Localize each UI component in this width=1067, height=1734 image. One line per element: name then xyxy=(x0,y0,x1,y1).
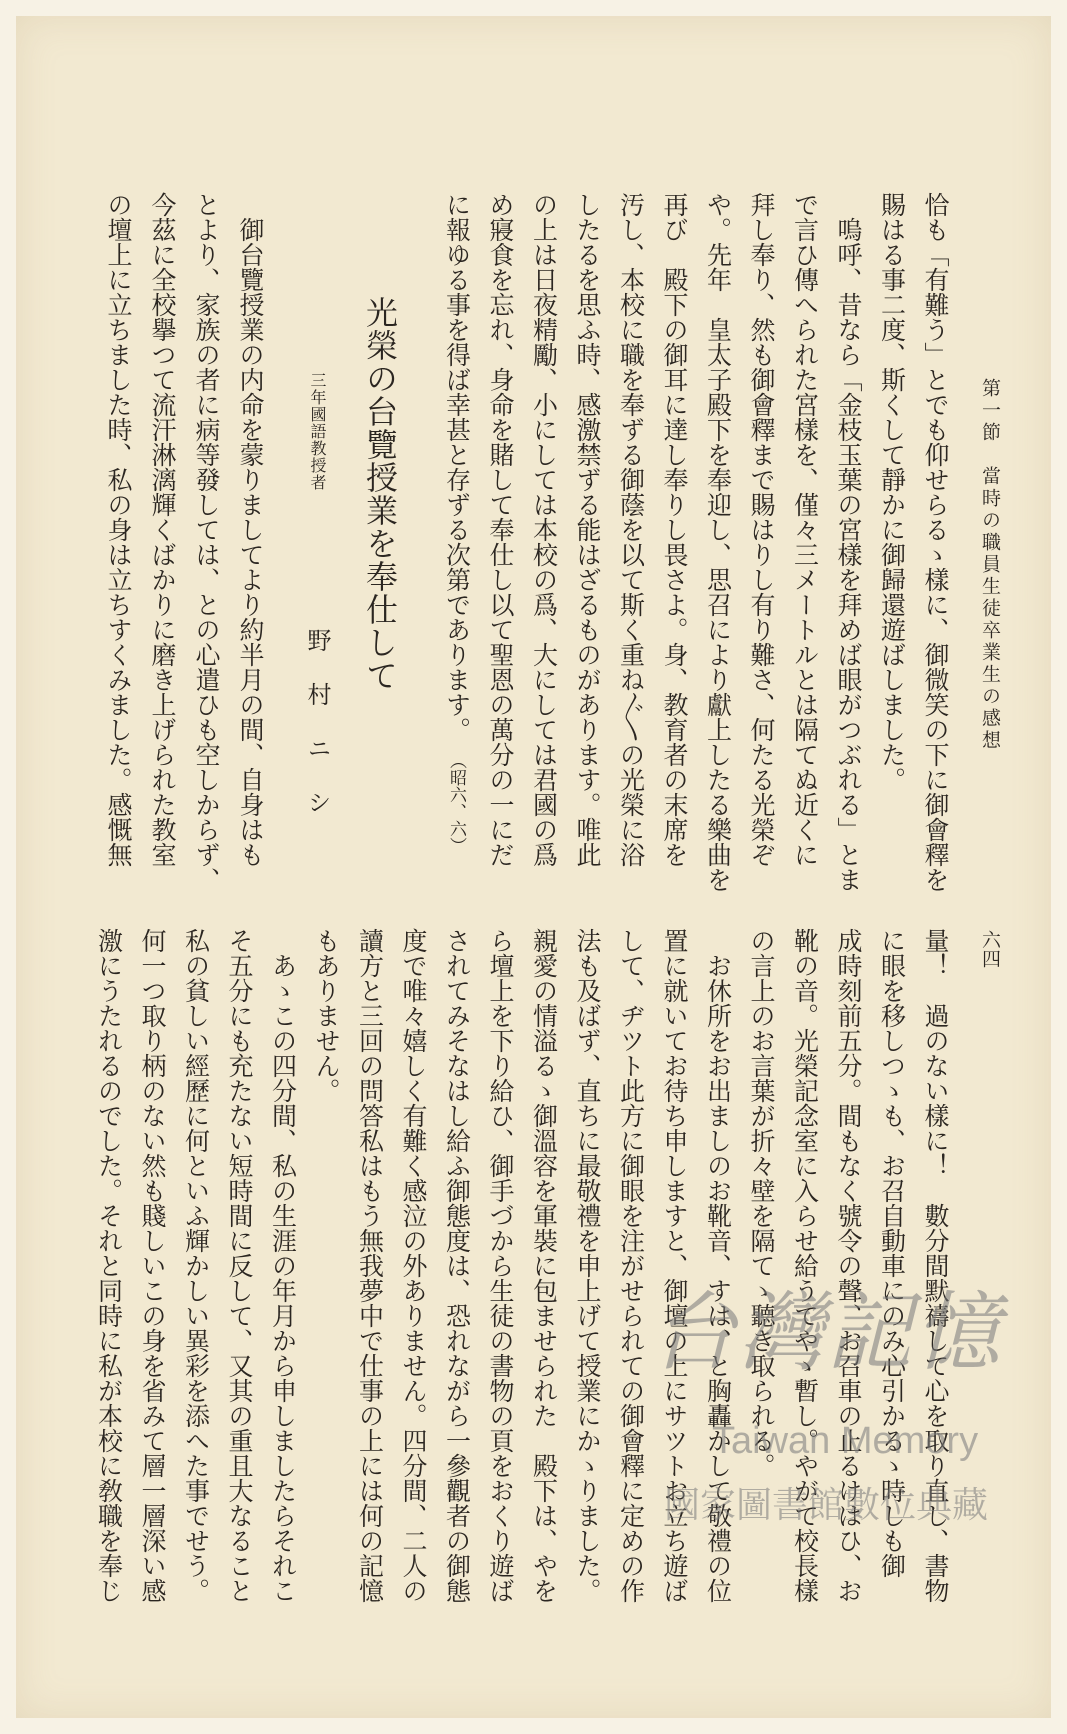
essay-column: 激にうたれるのでした。それと同時に私が本校に敎職を奉じ xyxy=(94,928,124,1603)
essay-title: 光榮の台覽授業を奉仕して xyxy=(361,296,399,692)
author-position: 三年國語教授者 xyxy=(308,372,327,491)
essay-column: 御台覽授業の内命を蒙りましてより約半月の間、自身はも xyxy=(236,192,265,867)
essay-column: の壇上に立ちました時、私の身は立ちすくみました。感慨無 xyxy=(104,192,133,867)
essay-column: 置に就いてお待ち申しますと、御壇の上にサツトお立ち遊ば xyxy=(660,928,689,1603)
previous-essay-column: 恰も「有難う」とでも仰せらるゝ樣に、御微笑の下に御會釋を xyxy=(921,192,950,892)
essay-column: お休所をお出ましのお靴音、すは、と胸轟かして敬禮の位 xyxy=(703,928,733,1603)
watermark-english: Taiwan Memory xyxy=(712,1420,979,1462)
previous-essay-column: したるを思ふ時、感激禁ずる能はざるものがあります。唯此 xyxy=(573,192,602,867)
essay-column: の言上のお言葉が折々壁を隔てゝ聽き取られる。 xyxy=(747,928,776,1478)
essay-column: 成時刻前五分。間もなく號令の聲、お召車の止るけはひ、お xyxy=(834,928,863,1603)
essay-column: とより、家族の者に病等發しては、との心遣ひも空しからず、 xyxy=(192,192,221,892)
previous-essay-column: 拜し奉り、然も御會釋まで賜はりし有り難さ、何たる光榮ぞ xyxy=(747,192,776,867)
previous-essay-column: に報ゆる事を得ば幸甚と存ずる次第であります。 xyxy=(442,192,472,742)
previous-essay-column: 嗚呼、昔なら「金枝玉葉の宮樣を拜めば眼がつぶれる」とま xyxy=(834,192,863,892)
essay-column: 今茲に全校擧つて流汗淋漓輝くばかりに磨き上げられた教室 xyxy=(148,192,177,867)
essay-column: 量！ 過のない樣に！ 數分間默禱して心を取り直し、書物 xyxy=(921,928,950,1603)
essay-column: 私の貧しい經歷に何といふ輝かしい異彩を添へた事でせう。 xyxy=(181,928,211,1603)
essay-column: して、ヂツト此方に御眼を注がせられての御會釋に定めの作 xyxy=(616,928,646,1603)
previous-essay-column: 汚し、本校に職を奉ずる御蔭を以て斯く重ね〴〵の光榮に浴 xyxy=(616,192,646,867)
previous-essay-column: 賜はる事二度、斯くして靜かに御歸還遊ばしました。 xyxy=(877,192,907,792)
previous-essay-column: で言ひ傳へられた宮樣を、僅々三メートルとは隔てぬ近くに xyxy=(790,192,820,867)
page-number: 六四 xyxy=(979,930,1001,968)
essay-column: 何一つ取り柄のない然も賤しいこの身を省みて層一層深い感 xyxy=(138,928,167,1603)
essay-column: ら壇上を下り給ひ、御手づから生徒の書物の頁をおくり遊ば xyxy=(486,928,515,1603)
previous-essay-column: の上は日夜精勵、小にしては本校の爲、大にしては君國の爲 xyxy=(529,192,559,867)
previous-essay-column: や。先年 皇太子殿下を奉迎し、思召により獻上したる樂曲を xyxy=(703,192,733,892)
essay-column: もありません。 xyxy=(312,928,341,1103)
date-note: （昭六、六） xyxy=(446,752,466,854)
essay-column: あゝこの四分間、私の生涯の年月から申しましたらそれこ xyxy=(268,928,298,1603)
previous-essay-column: め寢食を忘れ、身命を賭して奉仕し以て聖恩の萬分の一にだ xyxy=(486,192,515,867)
essay-column: 靴の音。光榮記念室に入らせ給うてやゝ暫し。やがて校長樣 xyxy=(790,928,820,1603)
essay-column: に眼を移しつゝも、お召自動車にのみ心引かるゝ時しも御 xyxy=(877,928,907,1578)
essay-column: そ五分にも充たない短時間に反して、又其の重且大なること xyxy=(225,928,254,1603)
watermark-logo: 台灣記憶 xyxy=(650,1283,1002,1383)
author-name: 野 村 ニ シ xyxy=(303,628,331,817)
watermark-institution: 國家圖書館數位典藏 xyxy=(664,1485,989,1526)
essay-column: されてみそなはし給ふ御態度は、恐れながら一參觀者の御態 xyxy=(442,928,472,1603)
essay-column: 度で唯々嬉しく有難く感泣の外ありません。四分間、二人の xyxy=(399,928,428,1603)
essay-column: 讀方と三回の問答私はもう無我夢中で仕事の上には何の記憶 xyxy=(355,928,385,1603)
essay-column: 法も及ばず、直ちに最敬禮を申上げて授業にかゝりました。 xyxy=(573,928,602,1603)
essay-column: 親愛の情溢るゝ御溫容を軍裝に包ませられた 殿下は、やを xyxy=(529,928,559,1603)
previous-essay-column: 再び 殿下の御耳に達し奉りし畏さよ。身、教育者の末席を xyxy=(660,192,689,867)
running-head: 第一節 當時の職員生徒卒業生の感想 xyxy=(979,378,1001,752)
